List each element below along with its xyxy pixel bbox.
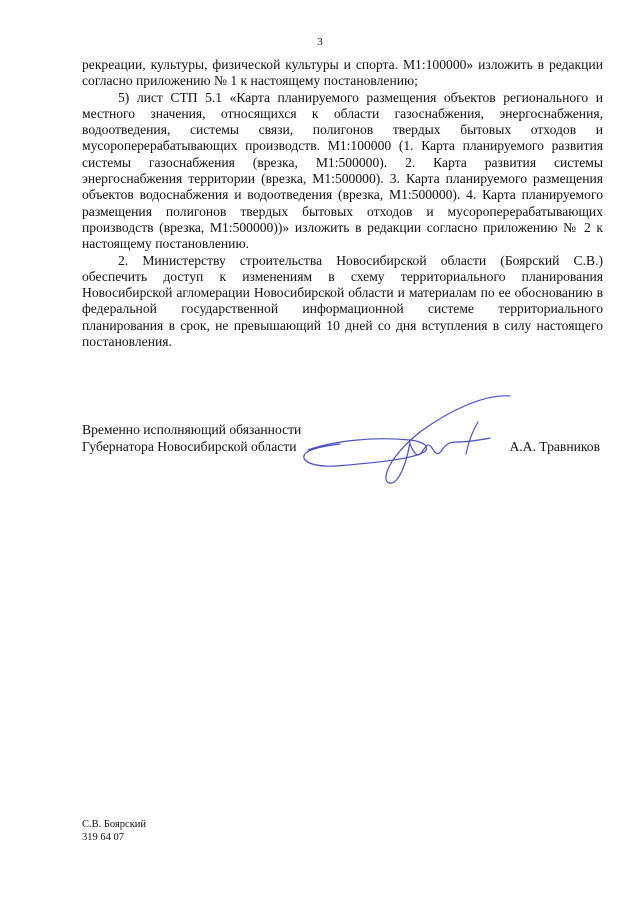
paragraph-item-2: 2. Министерству строительства Новосибирской области (Боярский С.В.) обеспечить доступ к изменениям в схему территориального планирования Новосибирской агломерации Новосибирской области и материалам по ее обоснованию в федеральной государственной информационной системе территориального планирования в срок, не превышающий 10 дней со дня вступления в силу настоящего постановления. (82, 252, 603, 350)
signer-position-line-2: Губернатора Новосибирской области (82, 439, 297, 454)
page-number: 3 (317, 36, 323, 48)
document-body (82, 57, 603, 350)
paragraph-continuation: рекреации, культуры, физической культуры и спорта. М1:100000» изложить в редакции согласно приложению № 1 к настоящему постановлению; (82, 57, 603, 89)
signer-name: А.А. Травников (509, 439, 600, 454)
executor-phone: 319 64 07 (82, 832, 124, 843)
executor-name: С.В. Боярский (82, 819, 147, 830)
signer-position-line-1: Временно исполняющий обязанности (82, 422, 302, 437)
paragraph-item-5: 5) лист СТП 5.1 «Карта планируемого размещения объектов регионального и местного значения, относящихся к области газоснабжения, энергоснабжения, водоотведения, системы связи, полигонов твердых бытовых отходов и мусороперерабатывающих производств. М1:100000 (1. Карта планируемого развития системы газоснабжения (врезка, М1:500000). 2. Карта развития системы энергоснабжения территории (врезка, М1:500000). 3. Карта планируемого размещения объектов водоснабжения и водоотведения (врезка, М1:500000). 4. Карта планируемого размещения полигонов твердых бытовых отходов и мусороперерабатывающих производств (врезка, М1:500000))» изложить в редакции согласно приложению № 2 к настоящему постановлению. (82, 89, 603, 252)
signer-position (82, 421, 301, 455)
signature-stroke-tail (410, 438, 490, 455)
handwritten-signature (300, 392, 520, 492)
signature-stroke-accent (466, 422, 478, 454)
executor-info (82, 818, 146, 844)
